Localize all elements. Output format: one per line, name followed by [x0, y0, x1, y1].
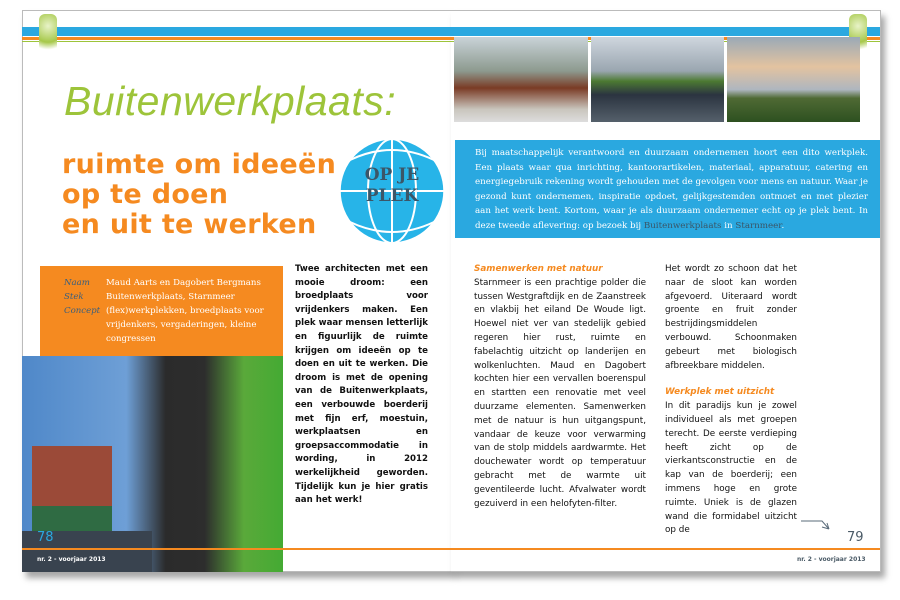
- page-number-left: 78: [37, 530, 54, 545]
- body-text: Starnmeer is een prachtige polder die tussen Westgraftdijk en de Zaanstreek en vlakbij het eiland De Woude ligt. Hoewel niet ver van stedelijk gebied regeren hier rust, ruimte en fabelachtig uitzicht op landerijen en wolkenluchten. Maud en Dagobert kochten hier een vervallen boerenspul en startten een renovatie met veel duurzame elementen. Samenwerken met de natuur is hun uitgangspunt, vandaar de keuze voor verwarming van de stolp middels aardwarmte. Het douchewater wordt op temperatuur gebracht met de warmte uit geventileerde lucht. Afvalwater wordt gezuiverd in een helofyten-filter.: [474, 277, 646, 509]
- subtitle-line: op te doen: [62, 179, 229, 210]
- body-column-3: [665, 263, 797, 538]
- intro-text: Bij maatschappelijk verantwoord en duurzaam ondernemen hoort een dito werkplek. Een plaats waar qua inrichting, kantoorartikelen, materiaal, apparatuur, catering en energiegebruik rekening wordt gehouden met de gevolgen voor mens en natuur. Waar je gezond kunt ondernemen, inspiratie opdoet, gelijkgestemden ontmoet en met plezier aan het werk bent. Kortom, waar je als duurzaam ondernemer echt op je plek bent. In deze tweede aflevering: op bezoek bij: [475, 148, 868, 231]
- magazine-logo-icon: [39, 14, 57, 54]
- footer-orange-line: [22, 548, 880, 550]
- body-text: In dit paradijs kun je zowel individueel als met groepen terecht. De eerste verdieping heeft zicht op de vierkantsconstructie en de kap van de boerderij; een immens hoge en grote ruimte. Uniek is de glazen wand die formidabel uitzicht op de: [665, 401, 797, 536]
- section-heading: Samenwerken met natuur: [474, 264, 603, 274]
- stek-label: Stek: [64, 292, 84, 302]
- footer-issue-left: nr. 2 - voorjaar 2013: [37, 556, 106, 563]
- concept-label: Concept: [64, 306, 101, 316]
- footer-issue-right: nr. 2 - voorjaar 2013: [797, 556, 866, 563]
- intro-box: [455, 140, 880, 238]
- stek-value: Buitenwerkplaats, Starnmeer: [106, 292, 235, 302]
- barn-roof: [32, 446, 112, 506]
- badge-text: [348, 165, 436, 207]
- badge-line: PLEK: [365, 186, 419, 206]
- article-title: Buitenwerkplaats:: [64, 78, 397, 124]
- subtitle-line: en uit te werken: [62, 209, 317, 240]
- photo-interior-table: [454, 37, 588, 122]
- header-blue-band: [22, 27, 880, 36]
- intro-highlight: Starnmeer: [735, 220, 782, 231]
- section-heading: Werkplek met uitzicht: [665, 387, 775, 398]
- intro-highlight: Buitenwerkplaats: [643, 220, 722, 231]
- subtitle-line: ruimte om ideeën: [62, 149, 337, 180]
- naam-value: Maud Aarts en Dagobert Bergmans: [106, 278, 261, 288]
- photo-natural-pool: [591, 37, 724, 122]
- info-box: [40, 266, 283, 356]
- body-text: Het wordt zo schoon dat het naar de sloot kan worden afgevoerd. Uiteraard wordt groente en fruit zonder bestrijdingsmiddelen verbouwd. Schoonmaken gebeurt met biologisch afbreekbare middelen.: [665, 264, 797, 371]
- intro-text: .: [781, 220, 785, 231]
- naam-label: Naam: [64, 278, 90, 288]
- intro-text: in: [721, 220, 736, 231]
- concept-value: (flex)werkplekken, broedplaats voor vrijdenkers, vergaderingen, kleine congressen: [106, 306, 264, 344]
- page-number-right: 79: [847, 530, 864, 545]
- continue-arrow-icon: [800, 518, 832, 532]
- photo-polder-landscape: [727, 37, 860, 122]
- photo-founders: [22, 356, 283, 572]
- body-column-1: Twee architecten met een mooie droom: een broedplaats voor vrijdenkers maken. Een plek waar mensen letterlijk en figuurlijk de ruimte krijgen om ideeën op te doen en uit te werken. Die droom is met de opening van de Buitenwerkplaats, een verbouwde boerderij met fijn erf, moestuin, werkplaatsen en groepsaccommodatie in wording, in 2012 werkelijkheid geworden. Tijdelijk kun je hier gratis aan het werk!: [295, 264, 428, 506]
- body-column-2: [474, 263, 646, 511]
- article-subtitle: [62, 150, 336, 240]
- badge-line: OP JE: [364, 165, 420, 185]
